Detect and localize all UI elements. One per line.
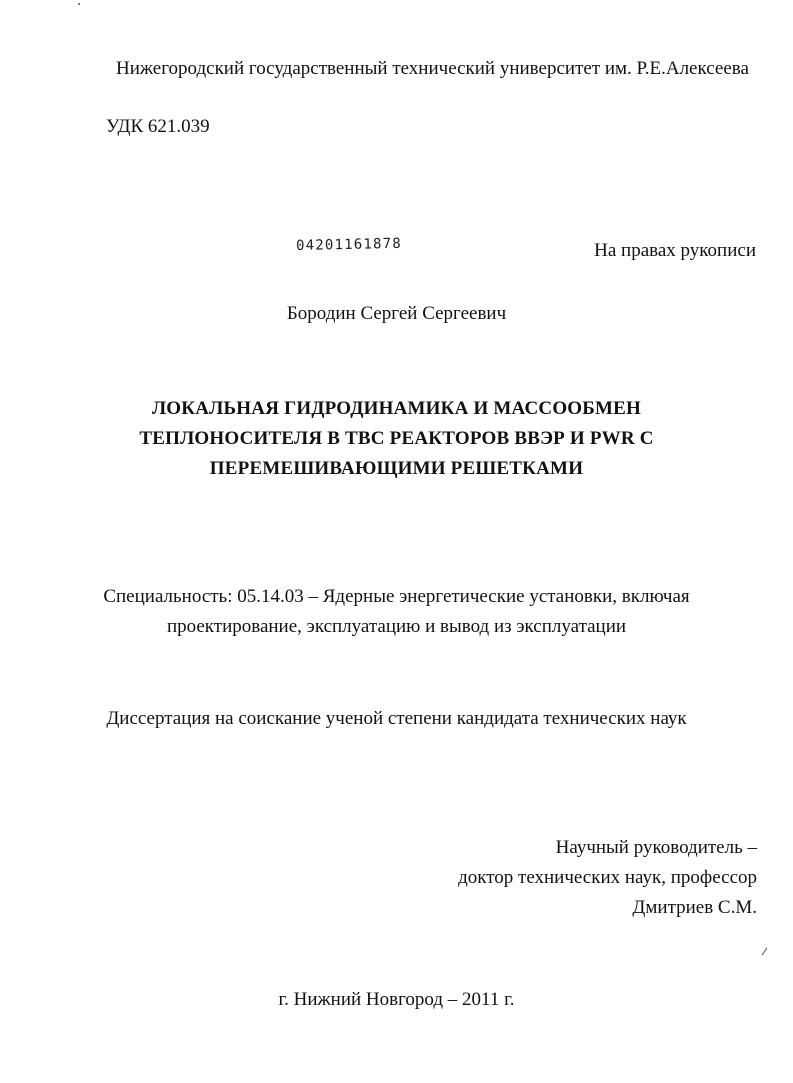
supervisor-name: Дмитриев С.М. <box>632 897 757 918</box>
author-name: Бородин Сергей Сергеевич <box>286 303 507 324</box>
degree-statement: Диссертация на соискание ученой степени кандидата технических наук <box>106 708 687 729</box>
place-and-year: г. Нижний Новгород – 2011 г. <box>278 989 515 1010</box>
title-line: ПЕРЕМЕШИВАЮЩИМИ РЕШЕТКАМИ <box>209 458 584 479</box>
scan-speck <box>78 3 80 5</box>
specialty <box>0 582 793 642</box>
title-line: ТЕПЛОНОСИТЕЛЯ В ТВС РЕАКТОРОВ ВВЭР И PWR С <box>139 428 654 449</box>
udk-code: УДК 621.039 <box>106 116 210 137</box>
title-line: ЛОКАЛЬНАЯ ГИДРОДИНАМИКА И МАССООБМЕН <box>151 398 642 419</box>
supervisor-degree: доктор технических наук, профессор <box>458 867 757 888</box>
supervisor-role: Научный руководитель – <box>555 837 757 858</box>
specialty-line: проектирование, эксплуатацию и вывод из эксплуатации <box>166 616 627 637</box>
dissertation-title <box>0 394 793 484</box>
rights-note: На правах рукописи <box>594 240 756 261</box>
university-name: Нижегородский государственный технический университет им. Р.Е.Алексеева <box>116 58 749 79</box>
pen-mark <box>762 948 768 956</box>
registry-number-stamp: 04201161878 <box>295 235 403 254</box>
specialty-line: Специальность: 05.14.03 – Ядерные энергетические установки, включая <box>103 586 690 607</box>
supervisor-block <box>458 833 757 923</box>
